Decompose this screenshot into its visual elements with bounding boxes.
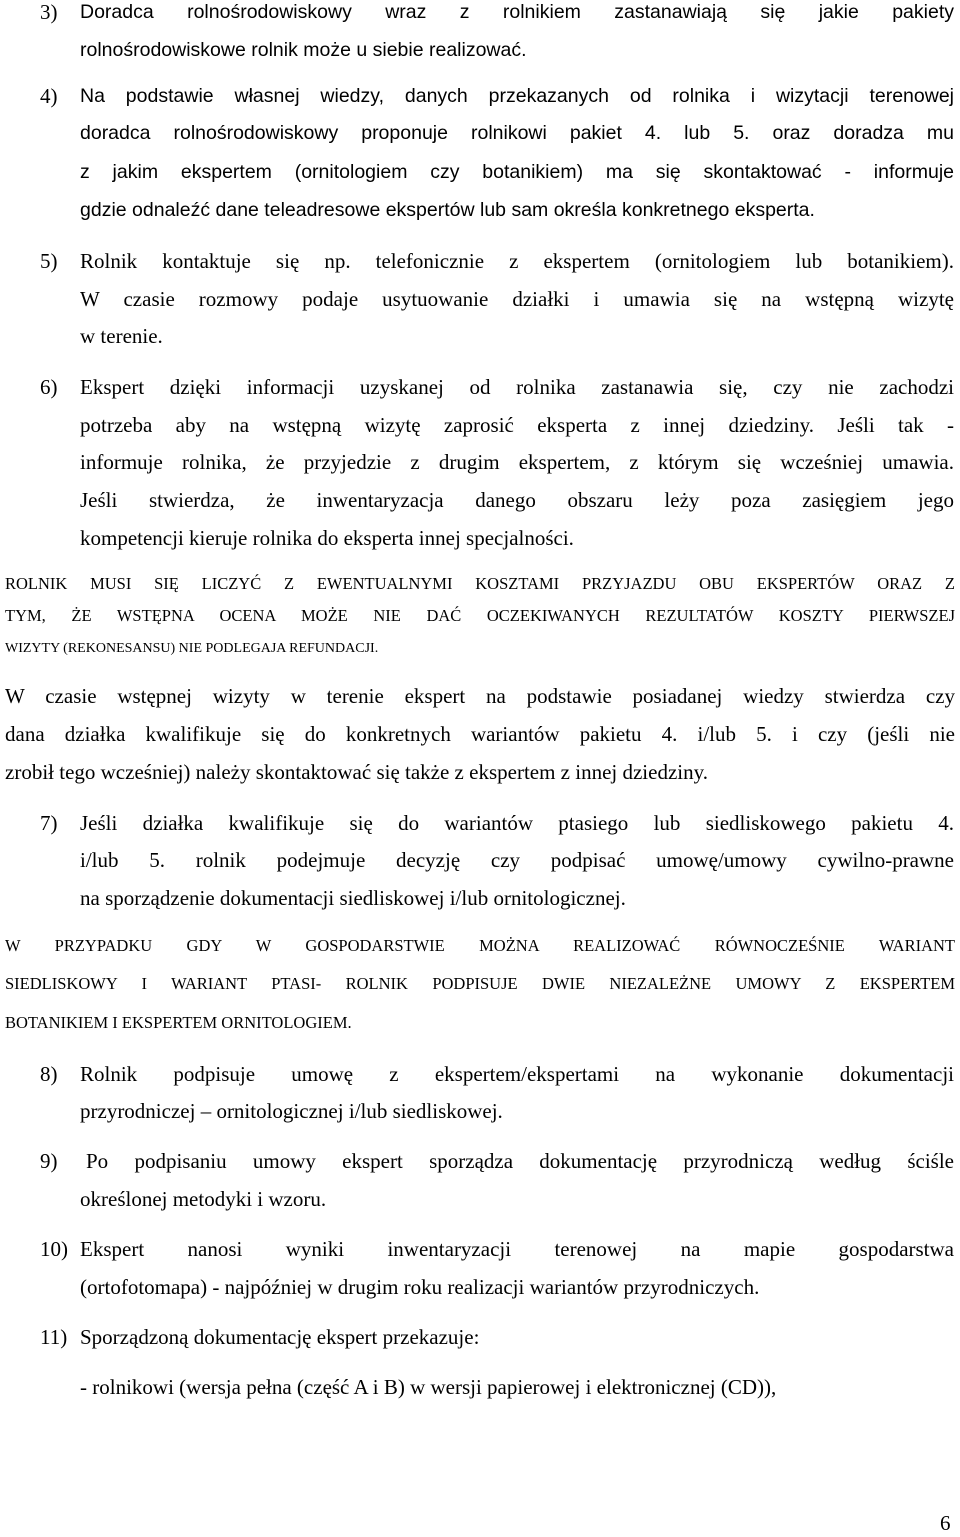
item-4-line-4: gdzie odnaleźć dane teleadresowe ekspertów lub sam określa konkretnego eksperta.: [80, 199, 815, 221]
item-4-line-2: doradca rolnośrodowiskowy proponuje rolnikowi pakiet 4. lub 5. oraz doradza mu: [80, 122, 954, 144]
item-3-number: 3): [40, 0, 58, 24]
item-7-line-3: na sporządzenie dokumentacji siedliskowej i/lub ornitologicznej.: [80, 886, 626, 910]
item-7-line-2: i/lub 5. rolnik podejmuje decyzję czy podpisać umowę/umowy cywilno-prawne: [80, 848, 954, 872]
item-7-line-1: Jeśli działka kwalifikuje się do wariantów ptasiego lub siedliskowego pakietu 4.: [80, 811, 954, 835]
item-5-line-3: w terenie.: [80, 324, 163, 348]
item-8-number: 8): [40, 1062, 58, 1086]
item-9-line-1: Po podpisaniu umowy ekspert sporządza dokumentację przyrodniczą według ściśle: [86, 1149, 954, 1173]
notice-1-line-1: ROLNIK MUSI SIĘ LICZYĆ Z EWENTUALNYMI KOSZTAMI PRZYJAZDU OBU EKSPERTÓW ORAZ Z: [5, 574, 955, 593]
item-6-number: 6): [40, 375, 58, 399]
item-5-number: 5): [40, 249, 58, 273]
item-6-line-4: Jeśli stwierdza, że inwentaryzacja danego obszaru leży poza zasięgiem jego: [80, 488, 954, 512]
item-6-line-2: potrzeba aby na wstępną wizytę zaprosić eksperta z innej dziedziny. Jeśli tak -: [80, 413, 954, 437]
item-6-line-1: Ekspert dzięki informacji uzyskanej od rolnika zastanawia się, czy nie zachodzi: [80, 375, 954, 399]
notice-2-line-2: SIEDLISKOWY I WARIANT PTASI- ROLNIK PODPISUJE DWIE NIEZALEŻNE UMOWY Z EKSPERTEM: [5, 974, 955, 993]
bullet-rolnikowi: - rolnikowi (wersja pełna (część A i B) w wersji papierowej i elektronicznej (CD)),: [80, 1375, 777, 1399]
item-4-number: 4): [40, 84, 58, 108]
item-5-line-1: Rolnik kontaktuje się np. telefonicznie z ekspertem (ornitologiem lub botanikiem).: [80, 249, 954, 273]
item-10-number: 10): [40, 1237, 68, 1261]
item-6-line-3: informuje rolnika, że przyjedzie z drugim ekspertem, z którym się wcześniej umawia.: [80, 450, 954, 474]
notice-1-line-3: WIZYTY (REKONESANSU) NIE PODLEGAJA REFUNDACJI.: [5, 641, 379, 656]
item-9-number: 9): [40, 1149, 58, 1173]
notice-2-line-3: BOTANIKIEM I EKSPERTEM ORNITOLOGIEM.: [5, 1013, 352, 1032]
item-11-line-1: Sporządzoną dokumentację ekspert przekazuje:: [80, 1325, 480, 1349]
paragraph-1-line-3: zrobił tego wcześniej) należy skontaktować się także z ekspertem z innej dziedziny.: [5, 760, 709, 784]
item-10-line-1: Ekspert nanosi wyniki inwentaryzacji terenowej na mapie gospodarstwa: [80, 1237, 954, 1261]
item-3-line-1: Doradca rolnośrodowiskowy wraz z rolnikiem zastanawiają się jakie pakiety: [80, 1, 954, 23]
item-11-number: 11): [40, 1325, 68, 1349]
item-3-line-2: rolnośrodowiskowe rolnik może u siebie realizować.: [80, 39, 527, 61]
item-5-line-2: W czasie rozmowy podaje usytuowanie działki i umawia się na wstępną wizytę: [80, 287, 954, 311]
notice-2-line-1: W PRZYPADKU GDY W GOSPODARSTWIE MOŻNA REALIZOWAĆ RÓWNOCZEŚNIE WARIANT: [5, 936, 955, 955]
item-7-number: 7): [40, 811, 58, 835]
item-4-line-3: z jakim ekspertem (ornitologiem czy botanikiem) ma się skontaktować - informuje: [80, 161, 954, 183]
item-6-line-5: kompetencji kieruje rolnika do eksperta innej specjalności.: [80, 526, 574, 550]
item-9-line-2: określonej metodyki i wzoru.: [80, 1187, 327, 1211]
item-8-line-1: Rolnik podpisuje umowę z ekspertem/ekspertami na wykonanie dokumentacji: [80, 1062, 954, 1086]
item-10-line-2: (ortofotomapa) - najpóźniej w drugim roku realizacji wariantów przyrodniczych.: [80, 1275, 760, 1299]
item-4-line-1: Na podstawie własnej wiedzy, danych przekazanych od rolnika i wizytacji terenowej: [80, 85, 954, 107]
notice-1-line-2: TYM, ŻE WSTĘPNA OCENA MOŻE NIE DAĆ OCZEKIWANYCH REZULTATÓW KOSZTY PIERWSZEJ: [5, 606, 955, 625]
paragraph-1-line-1: W czasie wstępnej wizyty w terenie ekspert na podstawie posiadanej wiedzy stwierdza czy: [5, 684, 955, 708]
item-8-line-2: przyrodniczej – ornitologicznej i/lub siedliskowej.: [80, 1099, 503, 1123]
page-number: 6: [940, 1511, 951, 1535]
paragraph-1-line-2: dana działka kwalifikuje się do konkretnych wariantów pakietu 4. i/lub 5. i czy (jeśli nie: [5, 722, 955, 746]
